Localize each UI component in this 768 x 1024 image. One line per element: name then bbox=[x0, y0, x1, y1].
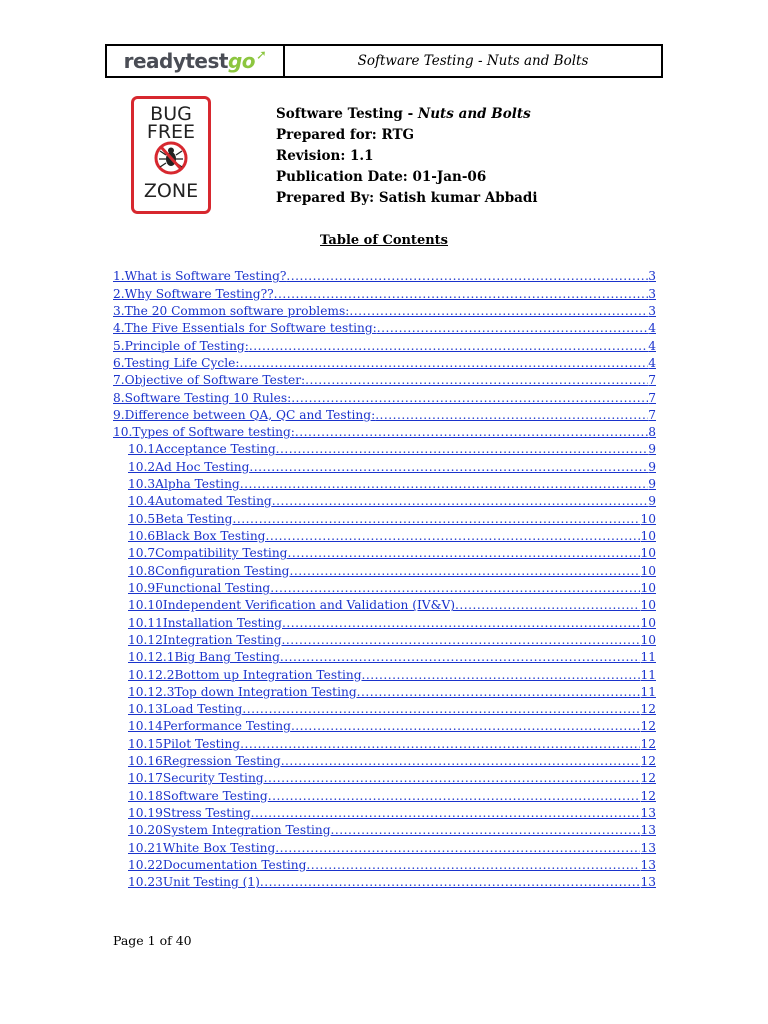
logo-text-go: go bbox=[227, 49, 256, 73]
toc-entry-link[interactable] bbox=[113, 371, 656, 388]
toc-entry-label: 10.19Stress Testing bbox=[128, 806, 251, 820]
toc-entry-page: 11 bbox=[640, 650, 656, 665]
toc-entry-label: 10.12.1Big Bang Testing bbox=[128, 650, 280, 665]
toc-dot-leader bbox=[265, 529, 640, 544]
toc-entry-page: 10 bbox=[640, 529, 656, 543]
toc-entry-label: 10.12.2Bottom up Integration Testing bbox=[128, 667, 362, 682]
toc-dot-leader bbox=[295, 425, 648, 440]
toc-entry-page: 11 bbox=[640, 684, 656, 699]
toc-entry-page: 9 bbox=[648, 477, 656, 492]
toc-entry-link[interactable] bbox=[113, 302, 656, 319]
toc-dot-leader bbox=[287, 546, 640, 561]
toc-dot-leader bbox=[282, 616, 640, 631]
meta-publication-date: Publication Date: 01-Jan-06 bbox=[276, 169, 487, 185]
toc-entry-label: 5.Principle of Testing: bbox=[113, 338, 249, 353]
toc-entry-link[interactable] bbox=[113, 838, 656, 855]
toc-entry-page: 10 bbox=[640, 563, 656, 578]
toc-entry-link[interactable] bbox=[113, 440, 656, 457]
toc-entry-label: 8.Software Testing 10 Rules: bbox=[113, 390, 292, 405]
toc-entry-link[interactable] bbox=[113, 700, 656, 717]
toc-entry-link[interactable] bbox=[113, 786, 656, 803]
toc-entry-page: 4 bbox=[648, 355, 656, 370]
toc-entry-link[interactable] bbox=[113, 284, 656, 301]
toc-entry-link[interactable] bbox=[113, 544, 656, 561]
toc-dot-leader bbox=[240, 477, 649, 492]
toc-entry-page: 4 bbox=[648, 338, 656, 353]
toc-entry-label: 10.Types of Software testing: bbox=[113, 425, 295, 440]
toc-entry-page: 10 bbox=[640, 615, 656, 630]
toc-entry-page: 12 bbox=[640, 754, 656, 769]
toc-dot-leader bbox=[249, 339, 648, 354]
toc-entry-page: 9 bbox=[648, 459, 656, 474]
document-meta bbox=[276, 104, 537, 209]
no-bug-icon bbox=[156, 143, 186, 173]
toc-entry-label: 10.12Integration Testing bbox=[128, 632, 282, 647]
readytestgo-logo bbox=[107, 46, 285, 76]
toc-entry-label: 10.21White Box Testing bbox=[128, 840, 276, 855]
toc-entry-page: 13 bbox=[640, 840, 656, 855]
toc-entry-label: 10.10Independent Verification and Validation (IV&V) bbox=[128, 598, 455, 613]
toc-dot-leader bbox=[306, 858, 640, 873]
toc-entry-label: 10.2Ad Hoc Testing bbox=[128, 459, 250, 474]
header-title: Software Testing - Nuts and Bolts bbox=[357, 53, 589, 69]
toc-dot-leader bbox=[377, 321, 648, 336]
toc-entry-page: 12 bbox=[640, 788, 656, 803]
toc-entry-link[interactable] bbox=[113, 319, 656, 336]
toc-entry-label: 10.4Automated Testing bbox=[128, 494, 272, 509]
logo-text-ready: readytest bbox=[123, 49, 228, 73]
toc-entry-page: 10 bbox=[640, 546, 656, 561]
toc-entry-link[interactable] bbox=[113, 821, 656, 838]
toc-entry-label: 10.14Performance Testing bbox=[128, 719, 291, 734]
toc-entry-link[interactable] bbox=[113, 267, 656, 284]
toc-entry-label: 10.8Configuration Testing bbox=[128, 563, 290, 578]
toc-entry-link[interactable] bbox=[113, 354, 656, 371]
toc-dot-leader bbox=[232, 512, 640, 527]
toc-entry-label: 9.Difference between QA, QC and Testing: bbox=[113, 407, 376, 422]
toc-entry-label: 10.1Acceptance Testing bbox=[128, 442, 276, 457]
toc-dot-leader bbox=[242, 702, 640, 717]
toc-entry-link[interactable] bbox=[113, 509, 656, 526]
meta-prepared-by: Prepared By: Satish kumar Abbadi bbox=[276, 190, 538, 206]
toc-dot-leader bbox=[275, 841, 640, 856]
toc-dot-leader bbox=[286, 269, 648, 284]
bug-free-zone-sign-icon bbox=[131, 96, 211, 214]
toc-entry-link[interactable] bbox=[113, 579, 656, 596]
toc-dot-leader bbox=[305, 373, 648, 388]
toc-entry-label: 10.11Installation Testing bbox=[128, 615, 282, 630]
toc-dot-leader bbox=[260, 875, 641, 890]
document-header bbox=[105, 44, 663, 78]
toc-entry-page: 12 bbox=[640, 702, 656, 717]
toc-entry-page: 10 bbox=[640, 580, 656, 595]
toc-dot-leader bbox=[281, 754, 641, 769]
toc-entry-link[interactable] bbox=[113, 804, 656, 821]
toc-dot-leader bbox=[282, 633, 641, 648]
toc-entry-page: 7 bbox=[648, 407, 656, 422]
toc-entry-label: 10.3Alpha Testing bbox=[128, 477, 240, 492]
toc-entry-page: 10 bbox=[640, 511, 656, 526]
toc-dot-leader bbox=[274, 287, 649, 302]
toc-dot-leader bbox=[331, 823, 641, 838]
toc-entry-page: 3 bbox=[648, 303, 656, 318]
toc-entry-page: 10 bbox=[640, 598, 656, 613]
toc-dot-leader bbox=[270, 581, 640, 596]
toc-entry-page: 9 bbox=[648, 494, 656, 509]
table-of-contents bbox=[113, 267, 656, 890]
toc-entry-link[interactable] bbox=[113, 336, 656, 353]
toc-entry-page: 12 bbox=[640, 736, 656, 751]
meta-prepared-for: Prepared for: RTG bbox=[276, 127, 415, 143]
toc-entry-page: 13 bbox=[640, 857, 656, 872]
toc-entry-page: 3 bbox=[648, 269, 656, 284]
toc-entry-label: 2.Why Software Testing?? bbox=[113, 286, 274, 301]
toc-entry-link[interactable] bbox=[113, 475, 656, 492]
toc-entry-page: 7 bbox=[648, 390, 656, 405]
toc-entry-link[interactable] bbox=[113, 423, 656, 440]
toc-dot-leader bbox=[240, 737, 640, 752]
toc-entry-label: 7.Objective of Software Tester: bbox=[113, 373, 306, 388]
toc-entry-page: 4 bbox=[648, 321, 656, 336]
sign-text-free: FREE bbox=[146, 121, 196, 143]
toc-entry-page: 11 bbox=[640, 667, 656, 682]
toc-entry-link[interactable] bbox=[113, 406, 656, 423]
toc-entry-link[interactable] bbox=[113, 769, 656, 786]
toc-entry-label: 3.The 20 Common software problems: bbox=[113, 303, 350, 318]
toc-entry-page: 8 bbox=[648, 425, 656, 440]
toc-dot-leader bbox=[455, 598, 640, 613]
toc-entry-label: 10.5Beta Testing bbox=[128, 511, 233, 526]
toc-entry-link[interactable] bbox=[113, 648, 656, 665]
toc-entry-link[interactable] bbox=[113, 631, 656, 648]
meta-title-prefix: Software Testing - bbox=[276, 106, 418, 122]
toc-entry-label: 6.Testing Life Cycle: bbox=[113, 355, 240, 370]
toc-dot-leader bbox=[272, 494, 649, 509]
toc-entry-link[interactable] bbox=[113, 752, 656, 769]
toc-entry-page: 12 bbox=[640, 719, 656, 734]
toc-entry-label: 4.The Five Essentials for Software testing: bbox=[113, 321, 377, 336]
toc-dot-leader bbox=[251, 806, 641, 821]
meta-revision: Revision: 1.1 bbox=[276, 148, 374, 164]
toc-entry-label: 10.15Pilot Testing bbox=[128, 736, 241, 751]
toc-entry-label: 10.16Regression Testing bbox=[128, 754, 281, 769]
toc-entry-page: 10 bbox=[640, 632, 656, 647]
toc-entry-link[interactable] bbox=[113, 527, 656, 544]
toc-entry-label: 10.22Documentation Testing bbox=[128, 857, 307, 872]
toc-entry-link[interactable] bbox=[113, 388, 656, 405]
toc-entry-page: 12 bbox=[640, 771, 656, 786]
toc-dot-leader bbox=[362, 668, 641, 683]
toc-entry-link[interactable] bbox=[113, 492, 656, 509]
sign-text-bug: BUG bbox=[150, 103, 192, 125]
toc-dot-leader bbox=[375, 408, 648, 423]
toc-dot-leader bbox=[349, 304, 648, 319]
toc-entry-link[interactable] bbox=[113, 561, 656, 578]
toc-entry-link[interactable] bbox=[113, 596, 656, 613]
toc-dot-leader bbox=[249, 460, 648, 475]
toc-entry-label: 10.18Software Testing bbox=[128, 788, 268, 803]
toc-entry-link[interactable] bbox=[113, 683, 656, 700]
meta-title-italic: Nuts and Bolts bbox=[417, 106, 531, 122]
toc-entry-label: 1.What is Software Testing? bbox=[113, 269, 287, 284]
toc-dot-leader bbox=[268, 789, 641, 804]
toc-entry-label: 10.17Security Testing bbox=[128, 771, 264, 786]
toc-dot-leader bbox=[276, 442, 649, 457]
toc-entry-label: 10.6Black Box Testing bbox=[128, 529, 266, 543]
toc-entry-label: 10.9Functional Testing bbox=[128, 580, 271, 595]
toc-entry-page: 13 bbox=[640, 875, 656, 890]
sign-text-zone: ZONE bbox=[143, 180, 199, 202]
toc-entry-link[interactable] bbox=[113, 873, 656, 890]
toc-entry-link[interactable] bbox=[113, 613, 656, 630]
toc-entry-page: 13 bbox=[640, 806, 656, 820]
toc-dot-leader bbox=[291, 391, 648, 406]
toc-entry-link[interactable] bbox=[113, 457, 656, 474]
toc-entry-link[interactable] bbox=[113, 665, 656, 682]
toc-entry-label: 10.23Unit Testing (1) bbox=[128, 875, 260, 890]
toc-entry-label: 10.7Compatibility Testing bbox=[128, 546, 288, 561]
logo-arrow-icon: ➚ bbox=[256, 47, 267, 63]
toc-dot-leader bbox=[357, 685, 641, 700]
toc-entry-link[interactable] bbox=[113, 734, 656, 751]
toc-heading: Table of Contents bbox=[320, 233, 448, 248]
toc-entry-link[interactable] bbox=[113, 856, 656, 873]
toc-dot-leader bbox=[239, 356, 648, 371]
toc-entry-page: 9 bbox=[648, 442, 656, 457]
toc-entry-page: 13 bbox=[640, 823, 656, 838]
toc-dot-leader bbox=[264, 771, 641, 786]
toc-dot-leader bbox=[280, 650, 641, 665]
page-number: Page 1 of 40 bbox=[113, 933, 192, 948]
meta-title bbox=[276, 104, 537, 125]
toc-entry-page: 7 bbox=[648, 373, 656, 388]
toc-entry-link[interactable] bbox=[113, 717, 656, 734]
toc-entry-label: 10.12.3Top down Integration Testing bbox=[128, 684, 357, 699]
toc-entry-page: 3 bbox=[648, 286, 656, 301]
toc-dot-leader bbox=[291, 719, 641, 734]
toc-dot-leader bbox=[289, 564, 640, 579]
toc-entry-label: 10.13Load Testing bbox=[128, 702, 243, 717]
toc-entry-label: 10.20System Integration Testing bbox=[128, 823, 331, 838]
